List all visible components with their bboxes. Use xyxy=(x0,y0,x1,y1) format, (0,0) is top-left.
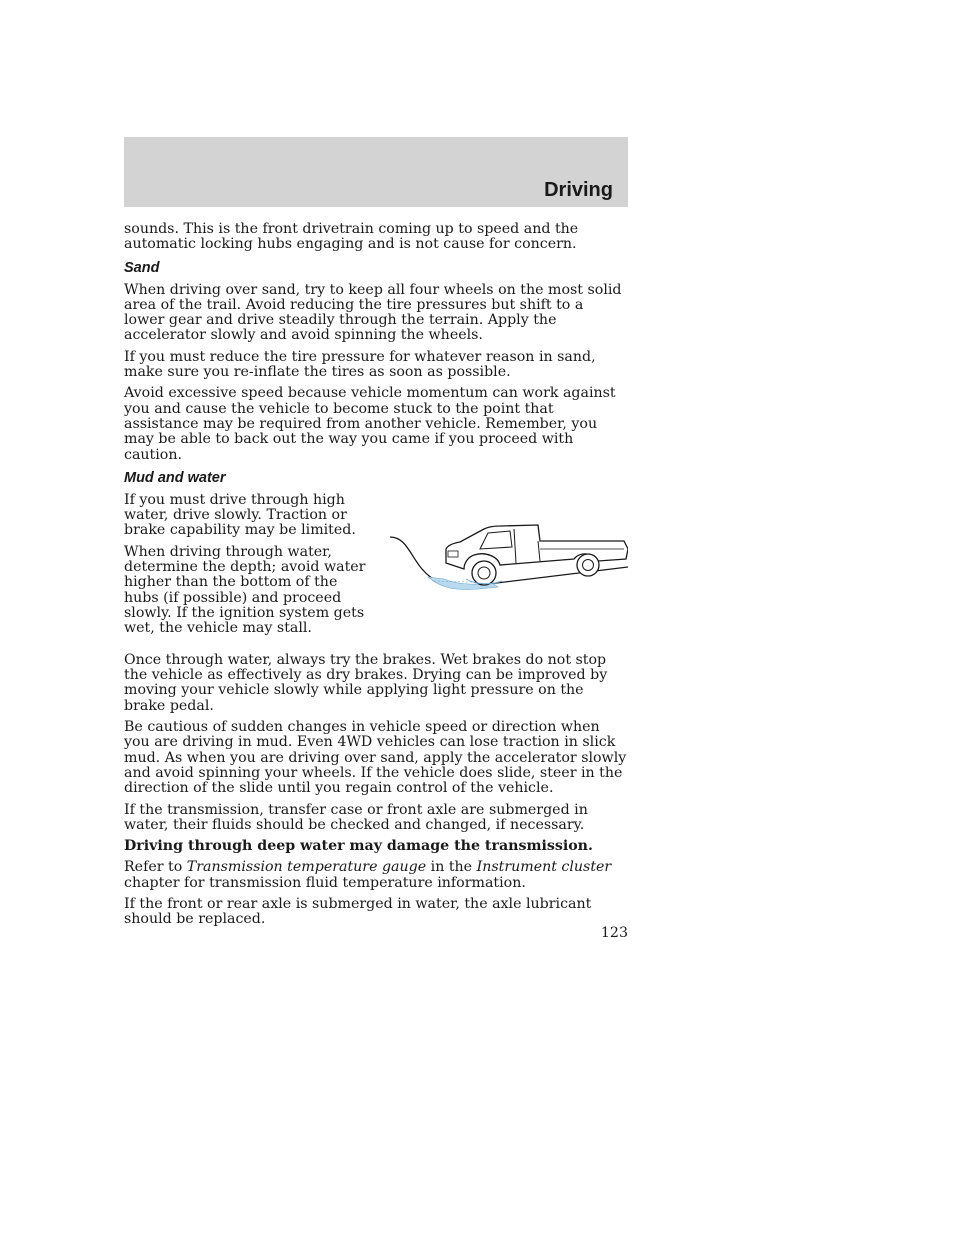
sand-heading: Sand xyxy=(124,259,160,276)
pickup-truck-in-water-icon xyxy=(388,507,628,597)
page-content xyxy=(124,222,628,934)
axle-paragraph: If the front or rear axle is submerged in water, the axle lubricant should be replaced. xyxy=(124,896,592,928)
mud-paragraph-2: When driving through water, determine the depth; avoid water higher than the bottom of the hubs (if possible) and proceed slowly. If the ignition system gets wet, the vehicle may stall. xyxy=(124,543,366,637)
sand-paragraph-1: When driving over sand, try to keep all four wheels on the most solid area of the trail. Avoid reducing the tire pressures but shift to a lower gear and drive steadily through the terrain. Apply the accelerator slowly and avoid spinning the wheels. xyxy=(124,281,622,344)
section-header-band xyxy=(124,137,628,207)
refer-suffix: chapter for transmission fluid temperature information. xyxy=(124,874,526,891)
transmission-gauge-reference: Transmission temperature gauge xyxy=(186,859,427,876)
page-number: 123 xyxy=(600,925,628,941)
refer-paragraph xyxy=(124,860,628,891)
mud-paragraph-4: Be cautious of sudden changes in vehicle speed or direction when you are driving in mud. Even 4WD vehicles can lose traction in slick mud. As when you are driving over sand, apply the accelerator slowly and avoid spinning your wheels. If the vehicle does slide, steer in the direction of the slide until you regain control of the vehicle. xyxy=(124,719,627,797)
sand-paragraph-3: Avoid excessive speed because vehicle momentum can work against you and cause the vehicle to become stuck to the point that assistance may be required from another vehicle. Remember, you may be able to back out the way you came if you proceed with caution. xyxy=(124,385,616,463)
refer-prefix: Refer to xyxy=(124,859,187,876)
transmission-warning: Driving through deep water may damage the transmission. xyxy=(124,838,593,855)
mud-water-wrap-text xyxy=(124,493,374,637)
intro-paragraph: sounds. This is the front drivetrain coming up to speed and the automatic locking hubs engaging and is not cause for concern. xyxy=(124,221,579,253)
refer-mid: in the xyxy=(426,859,477,876)
mud-water-heading: Mud and water xyxy=(124,469,226,486)
instrument-cluster-reference: Instrument cluster xyxy=(476,859,612,876)
mud-paragraph-3: Once through water, always try the brakes. Wet brakes do not stop the vehicle as effectively as dry brakes. Drying can be improved by moving your vehicle slowly while applying light pressure on the brake pedal. xyxy=(124,651,608,714)
mud-paragraph-1: If you must drive through high water, drive slowly. Traction or brake capability may be limited. xyxy=(124,491,356,539)
mud-paragraph-5: If the transmission, transfer case or front axle are submerged in water, their fluids should be checked and changed, if necessary. xyxy=(124,801,588,833)
sand-paragraph-2: If you must reduce the tire pressure for whatever reason in sand, make sure you re-inflate the tires as soon as possible. xyxy=(124,348,596,381)
mud-water-wrap-block xyxy=(124,493,628,653)
section-title: Driving xyxy=(544,179,613,201)
